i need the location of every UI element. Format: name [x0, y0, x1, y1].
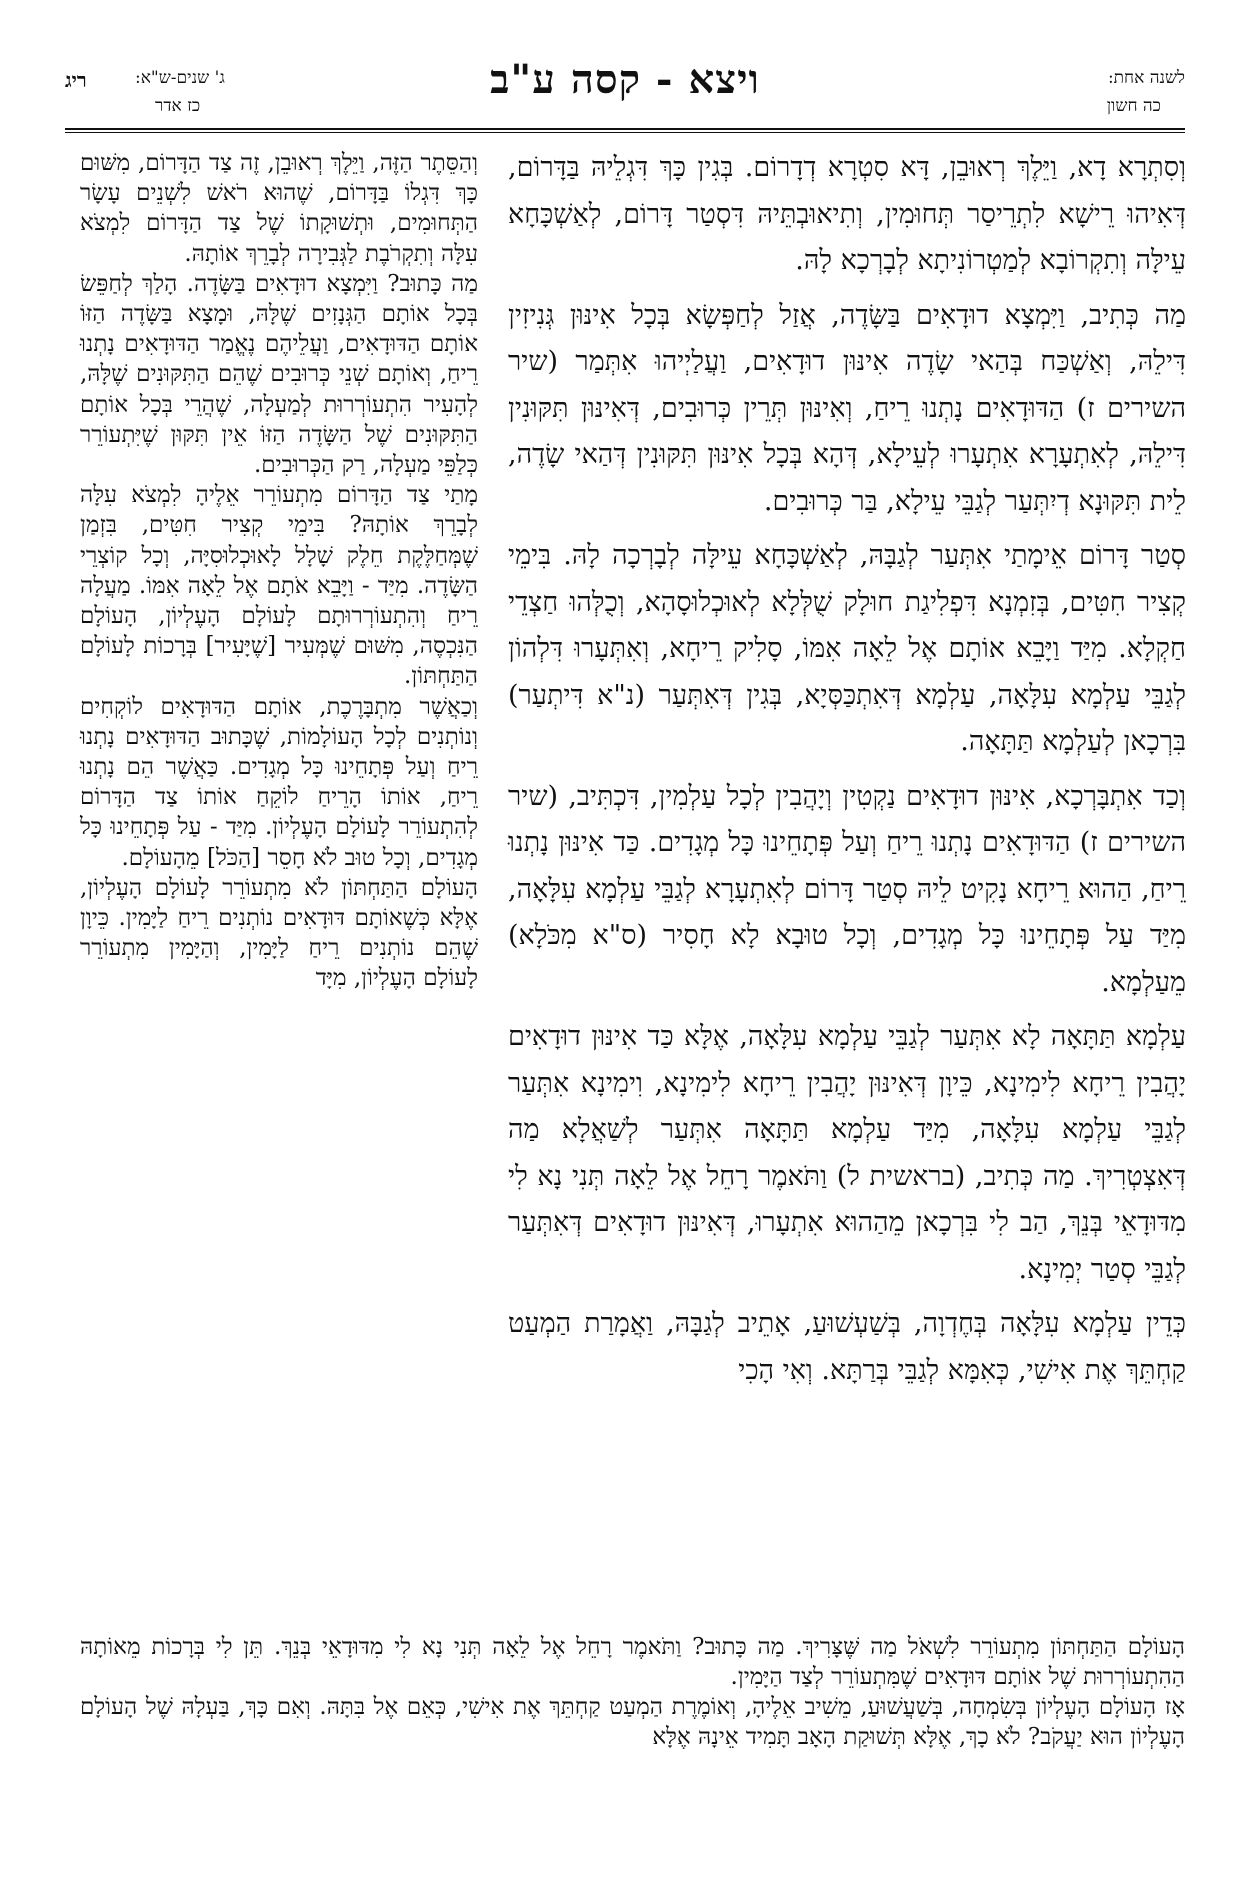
bottom-paragraph: אָז הָעוֹלָם הָעֶלְיוֹן בְּשִׂמְחָה, בְּשַׁעֲשׁוּעַ, מֵשִׁיב אֵלֶיהָ, וְאוֹמֶרֶת הַמְעַט קַחְתֵּךְ אֶת אִישִׁי, כְּאֵם אֶל בִּתָּהּ. וְאִם כָּךְ, בַּעְלָהּ שֶׁל הָעוֹלָם הָעֶלְיוֹן הוּא יַעֲקֹב? לֹא כָךְ, אֶלָּא תְּשׁוּקַת הָאָב תָּמִיד אֵינָהּ אֶלָּא	[80, 1694, 1185, 1750]
page-number: ריג	[65, 68, 87, 92]
page-title: ויצא - קסה ע"ב	[490, 56, 760, 103]
side-column-hebrew	[80, 148, 478, 994]
header-right-bottom: כה חשון	[1106, 96, 1161, 116]
bottom-translation-text	[80, 1632, 1185, 1752]
main-paragraph: עַלְמָא תַּתָּאָה לָא אִתְּעַר לְגַבֵּי עַלְמָא עִלָּאָה, אֶלָּא כַּד אִינּוּן דוּדָאִים יָהֲבִין רֵיחָא לִימִינָא, כֵּיוָן דְּאִינּוּן יָהֲבִין רֵיחָא לִימִינָא, וִימִינָא אִתְּעַר לְגַבֵּי עַלְמָא עִלָּאָה, מִיַּד עַלְמָא תַּתָּאָה אִתְּעַר לְשַׁאֲלָא מַה דְּאִצְטְרִיךְ. מַה כְּתִיב, (בראשית ל) וַתֹּאמֶר רָחֵל אֶל לֵאָה תְּנִי נָא לִי מִדּוּדָאֵי בְּנֵךְ, הַב לִי בִּרְכָאן מֵהַהוּא אִתְעָרוּ, דְּאִינּוּן דוּדָאִים דְּאִתְּעַר לְגַבֵּי סְטַר יְמִינָא.	[508, 1021, 1186, 1285]
page-header	[65, 56, 1185, 126]
main-paragraph: וְכַד אִתְבָּרְכָא, אִינּוּן דוּדָאִים נַקְטִין וְיָהֲבִין לְכָל עַלְמִין, דִּכְתִּיב, (שיר השירים ז) הַדּוּדָאִים נָתְנוּ רֵיחַ וְעַל פְּתָחֵינוּ כָּל מְגָדִים. כַּד אִינּוּן נָתְנוּ רֵיחַ, הַהוּא רֵיחָא נָקִיט לֵיהּ סְטַר דָּרוֹם לְאִתְעָרָא לְגַבֵּי עַלְמָא עִלָּאָה, מִיַּד עַל פְּתָחֵינוּ כָּל מְגָדִים, וְכָל טוּבָא לָא חָסִיר (ס"א מִכֹּלָא) מֵעַלְמָא.	[508, 780, 1186, 998]
side-paragraph: מַה כָּתוּב? וַיִּמְצָא דוּדָאִים בַּשָּׂדֶה. הָלַךְ לְחַפֵּשׂ בְּכָל אוֹתָם הַגְּנָזִים שֶׁלָּהּ, וּמָצָא בַּשָּׂדֶה הַזּוֹ אוֹתָם הַדּוּדָאִים, וַעֲלֵיהֶם נֶאֱמַר הַדּוּדָאִים נָתְנוּ רֵיחַ, וְאוֹתָם שְׁנֵי כְּרוּבִים שֶׁהֵם הַתִּקּוּנִים שֶׁלָּהּ, לְהָעִיר הִתְעוֹרְרוּת לְמַעְלָה, שֶׁהֲרֵי בְּכָל אוֹתָם הַתִּקּוּנִים שֶׁל הַשָּׂדֶה הַזּוֹ אֵין תִּקּוּן שֶׁיִּתְעוֹרֵר כְּלַפֵּי מַעְלָה, רַק הַכְּרוּבִים.	[80, 270, 478, 479]
header-left-bottom: כז אדר	[155, 96, 201, 116]
header-rule	[65, 128, 1185, 130]
main-paragraph: מַה כְּתִיב, וַיִּמְצָא דוּדָאִים בַּשָּׂדֶה, אֲזַל לְחַפְּשָׂא בְּכָל אִינּוּן גְּנִיזִין דִּילֵהּ, וְאַשְׁכַּח בְּהַאי שָׂדֶה אִינּוּן דוּדָאִים, וַעֲלַיְיהוּ אִתְּמַר (שיר השירים ז) הַדּוּדָאִים נָתְנוּ רֵיחַ, וְאִינּוּן תְּרֵין כְּרוּבִים, דְּאִינּוּן תִּקּוּנִין דִּילֵהּ, לְאִתְעָרָא אִתְעָרוּ לְעֵילָא, דְּהָא בְּכָל אִינּוּן תִּקּוּנִין דְּהַאי שָׂדֶה, לֵית תִּקּוּנָא דְיִתְּעַר לְגַבֵּי עֵילָא, בַּר כְּרוּבִים.	[508, 299, 1186, 517]
main-paragraph: וְסִתְרָא דָא, וַיֵּלֶךְ רְאוּבֵן, דָּא סִטְרָא דְדָרוֹם. בְּגִין כָּךְ דִּגְלֵיהּ בַּדָּרוֹם, דְּאִיהוּ רֵישָׁא לִתְרֵיסַר תְּחוּמִין, וְתִיאוּבְתֵּיהּ דִּסְטַר דָּרוֹם, לְאַשְׁכָּחָא עֵילָּה וְתִקְרוֹבָא לְמַטְרוֹנִיתָא לְבָרְכָא לָהּ.	[508, 152, 1186, 276]
main-column-aramaic	[508, 145, 1186, 1402]
side-paragraph: מָתַי צַד הַדָּרוֹם מִתְעוֹרֵר אֵלֶיהָ לִמְצֹא עִלָּה לְבָרֵךְ אוֹתָהּ? בִּימֵי קְצִיר חִטִּים, בִּזְמַן שֶׁמְּחַלֶּקֶת חֵלֶק שָׁלָל לָאוּכְלוּסִיָּה, וְכָל קוֹצְרֵי הַשָּׂדֶה. מִיַּד - וַיָּבֵא אֹתָם אֶל לֵאָה אִמּוֹ. מַעֲלָה רֵיחַ וְהִתְעוֹרְרוּתָם לָעוֹלָם הָעֶלְיוֹן, הָעוֹלָם הַנִּכְסֶה, מִשּׁוּם שֶׁמְּעִיר [שֶׁיָּעִיר] בְּרָכוֹת לָעוֹלָם הַתַּחְתּוֹן.	[80, 482, 478, 690]
side-paragraph: וְהַסֵּתֶר הַזֶּה, וַיֵּלֶךְ רְאוּבֵן, זֶה צַד הַדָּרוֹם, מִשּׁוּם כָּךְ דִּגְלוֹ בַּדָּרוֹם, שֶׁהוּא רֹאשׁ לִשְׁנֵים עָשָׂר הַתְּחוּמִים, וּתְשׁוּקָתוֹ שֶׁל צַד הַדָּרוֹם לִמְצֹא עִלָּה וְתִקְרֹבֶת לַגְּבִירָה לְבָרֵךְ אוֹתָהּ.	[80, 150, 478, 267]
main-paragraph: סְטַר דָּרוֹם אֵימָתַי אִתְּעַר לְגַבָּהּ, לְאַשְׁכָּחָא עֵילָּה לְבָרְכָה לָהּ. בִּימֵי קְצִיר חִטִּים, בְּזִמְנָא דִּפְלִיגַת חוּלָק שֻׁלְּלָא לְאוּכְלוּסָהָא, וְכֻלְּהוּ חַצְדֵי חַקְלָא. מִיַּד וַיָּבֵא אוֹתָם אֶל לֵאָה אִמּוֹ, סָלִיק רֵיחָא, וְאִתְּעָרוּ דִּלְהוֹן לְגַבֵּי עַלְמָא עִלָּאָה, עַלְמָא דְּאִתְכַּסְּיָא, בְּגִין דְּאִתְּעַר (נ"א דִּיתְעַר) בִּרְכָאן לְעַלְמָא תַּתָּאָה.	[508, 540, 1186, 757]
side-paragraph: הָעוֹלָם הַתַּחְתּוֹן לֹא מִתְעוֹרֵר לָעוֹלָם הָעֶלְיוֹן, אֶלָּא כְּשֶׁאוֹתָם דּוּדָאִים נוֹתְנִים רֵיחַ לַיָּמִין. כֵּיוָן שֶׁהֵם נוֹתְנִים רֵיחַ לַיָּמִין, וְהַיָּמִין מִתְעוֹרֵר לָעוֹלָם הָעֶלְיוֹן, מִיָּד	[80, 874, 478, 992]
bottom-paragraph: הָעוֹלָם הַתַּחְתּוֹן מִתְעוֹרֵר לִשְׁאֹל מַה שֶּׁצָּרִיךְ. מַה כָּתוּב? וַתֹּאמֶר רָחֵל אֶל לֵאָה תְּנִי נָא לִי מִדּוּדָאֵי בְּנֵךְ. תֵּן לִי בְּרָכוֹת מֵאוֹתָהּ הַהִתְעוֹרְרוּת שֶׁל אוֹתָם דּוּדָאִים שֶׁמִּתְעוֹרֵר לְצַד הַיָּמִין.	[80, 1634, 1185, 1690]
side-paragraph: וְכַאֲשֶׁר מִתְבָּרֶכֶת, אוֹתָם הַדּוּדָאִים לוֹקְחִים וְנוֹתְנִים לְכָל הָעוֹלָמוֹת, שֶׁכָּתוּב הַדּוּדָאִים נָתְנוּ רֵיחַ וְעַל פְּתָחֵינוּ כָּל מְגָדִים. כַּאֲשֶׁר הֵם נָתְנוּ רֵיחַ, אוֹתוֹ הָרֵיחַ לוֹקֵחַ אוֹתוֹ צַד הַדָּרוֹם לְהִתְעוֹרֵר לָעוֹלָם הָעֶלְיוֹן. מִיַּד - עַל פְּתָחֵינוּ כָּל מְגָדִים, וְכָל טוּב לֹא חָסֵר [הַכֹּל] מֵהָעוֹלָם.	[80, 693, 478, 871]
main-paragraph: כְּדֵין עַלְמָא עִלָּאָה בְּחֶדְוָה, בְּשַׁעְשׁוּעַ, אָתֵיב לְגַבָּהּ, וַאֲמָרַת הַמְעַט קַחְתֵּךְ אֶת אִישִׁי, כְּאִמָּא לְגַבֵּי בְּרַתָּא. וְאִי הָכִי	[508, 1308, 1186, 1386]
header-left-top: ג' שנים-ש"א:	[135, 68, 225, 88]
header-rule-thin	[65, 132, 1185, 133]
header-right-top: לשנה אחת:	[1107, 68, 1185, 88]
